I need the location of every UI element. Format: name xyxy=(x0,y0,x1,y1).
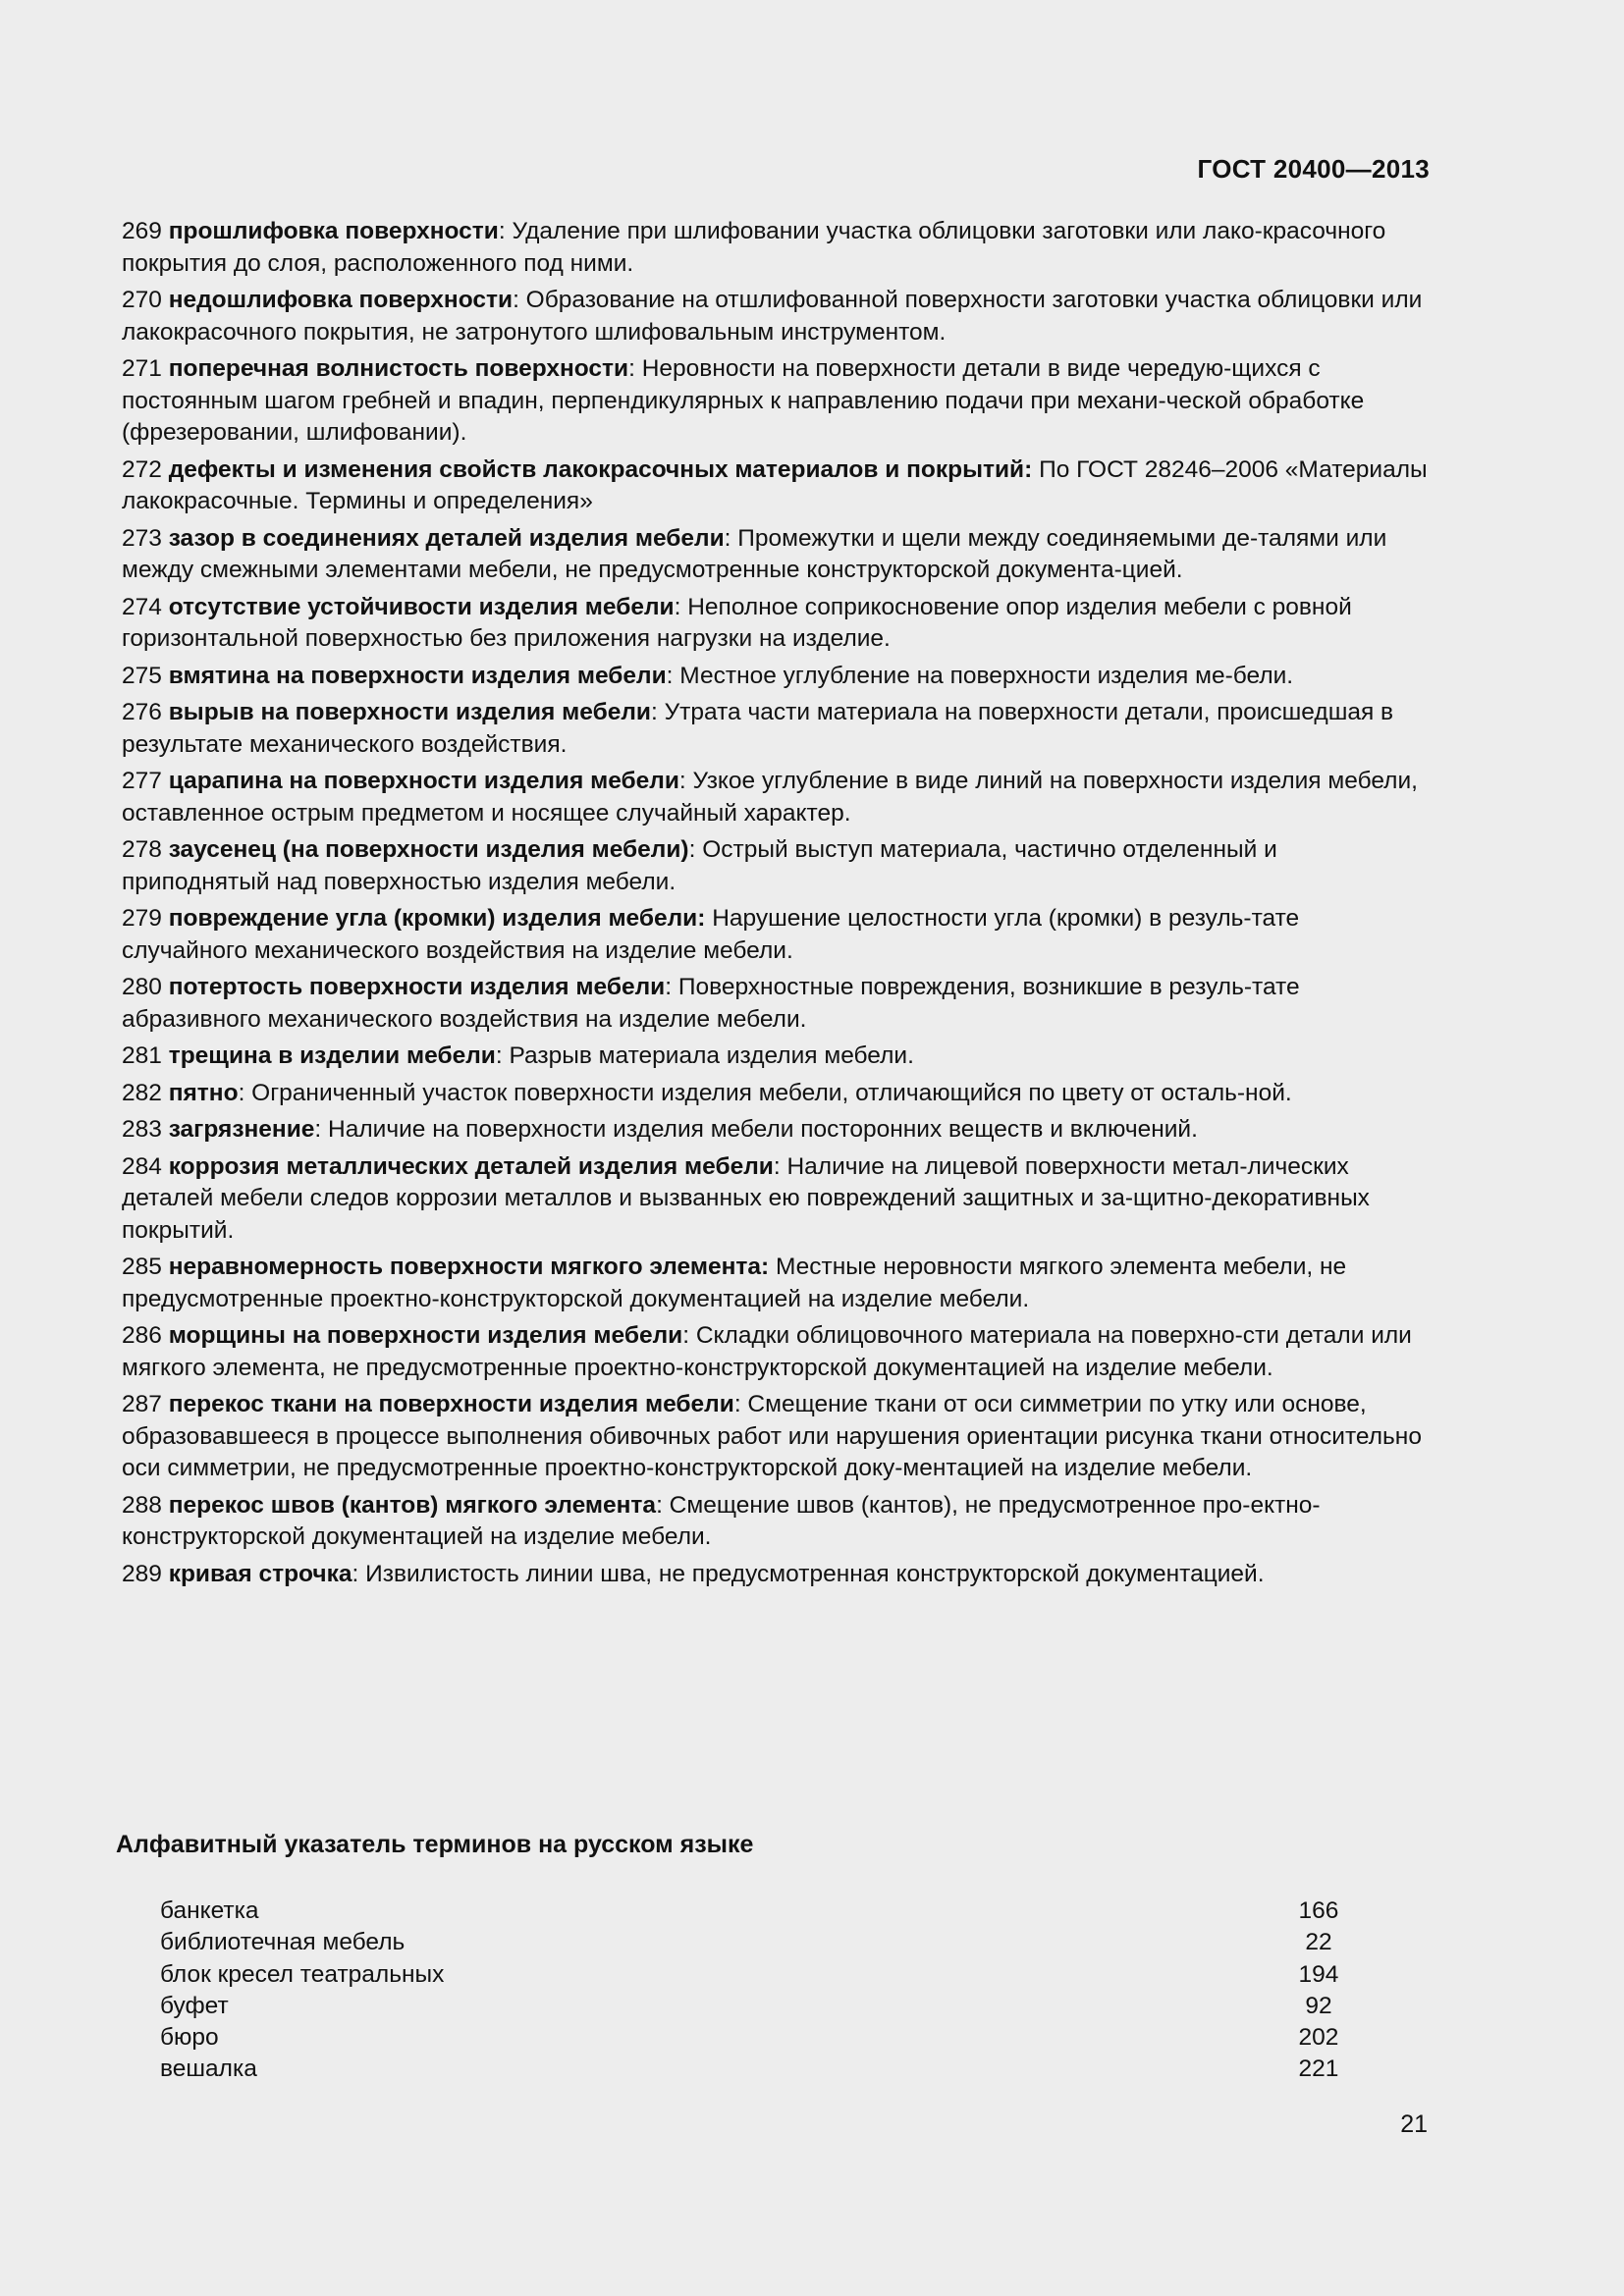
index-term: буфет xyxy=(160,1992,229,2019)
term-entry xyxy=(122,661,1428,693)
term-definition: Складки облицовочного материала на поверхно-сти детали или мягкого элемента, не предусмотренные проектно-конструкторской документацией на изделие мебели. xyxy=(122,1322,1412,1381)
term-separator: : xyxy=(678,768,686,794)
term-number: 285 xyxy=(122,1254,162,1280)
term-definition: Извилистость линии шва, не предусмотренная конструкторской документацией. xyxy=(358,1560,1265,1587)
index-term-number: 166 xyxy=(1298,1897,1339,1924)
index-term: библиотечная мебель xyxy=(160,1929,406,1956)
term-number: 288 xyxy=(122,1491,162,1519)
index-term-number: 92 xyxy=(1305,1992,1332,2019)
term-separator: : xyxy=(773,1152,781,1180)
term-entry xyxy=(122,1490,1428,1554)
term-separator: : xyxy=(314,1116,322,1143)
index-term-number: 202 xyxy=(1298,2024,1339,2052)
term-entry xyxy=(122,454,1428,518)
term-definition: Ограниченный участок поверхности изделия мебели, отличающийся по цвету от осталь-ной. xyxy=(244,1079,1292,1106)
term-definition: Поверхностные повреждения, возникшие в резуль-тате абразивного механического воздействия на изделие мебели. xyxy=(122,974,1300,1033)
term-name: вырыв на поверхности изделия мебели xyxy=(168,699,651,725)
index-title: Алфавитный указатель терминов на русском языке xyxy=(116,1831,754,1858)
term-entry xyxy=(122,1041,1428,1073)
term-separator: : xyxy=(352,1560,359,1587)
term-separator: : xyxy=(238,1079,245,1106)
term-entry xyxy=(122,1151,1428,1248)
term-name: неравномерность поверхности мягкого элемента: xyxy=(168,1254,770,1280)
term-number: 282 xyxy=(122,1079,162,1106)
term-number: 281 xyxy=(122,1042,162,1069)
index-term-number: 221 xyxy=(1298,2056,1339,2083)
index-term: блок кресел театральных xyxy=(160,1960,445,1988)
term-name: поперечная волнистость поверхности xyxy=(168,355,629,382)
term-number: 276 xyxy=(122,699,162,725)
index-term: банкетка xyxy=(160,1897,259,1924)
index-row xyxy=(160,1896,1348,1927)
term-entry xyxy=(122,972,1428,1036)
term-number: 269 xyxy=(122,218,162,244)
term-separator: : xyxy=(628,355,635,382)
term-name: перекос ткани на поверхности изделия мебели xyxy=(168,1391,734,1417)
index-row xyxy=(160,2022,1348,2054)
term-name: кривая строчка xyxy=(168,1560,352,1587)
index-list xyxy=(160,1896,1348,2086)
term-entry xyxy=(122,1320,1428,1384)
index-term: вешалка xyxy=(160,2056,257,2083)
term-definition: Острый выступ материала, частично отделенный и приподнятый над поверхностью изделия мебели. xyxy=(122,836,1277,895)
term-definition: Узкое углубление в виде линий на поверхности изделия мебели, оставленное острым предметом и носящее случайный характер. xyxy=(122,768,1418,827)
terms-list xyxy=(122,216,1428,1595)
term-name: вмятина на поверхности изделия мебели xyxy=(168,662,667,689)
term-number: 277 xyxy=(122,768,162,794)
index-term-number: 194 xyxy=(1298,1960,1339,1988)
term-entry xyxy=(122,1252,1428,1315)
term-definition: По ГОСТ 28246–2006 «Материалы лакокрасочные. Термины и определения» xyxy=(122,455,1428,514)
term-number: 274 xyxy=(122,593,162,620)
term-number: 289 xyxy=(122,1560,162,1587)
index-row xyxy=(160,1927,1348,1958)
term-entry xyxy=(122,592,1428,656)
term-name: перекос швов (кантов) мягкого элемента xyxy=(168,1491,657,1519)
term-number: 275 xyxy=(122,662,162,689)
term-entry xyxy=(122,903,1428,967)
term-definition: Местные неровности мягкого элемента мебели, не предусмотренные проектно-конструкторской документацией на изделие мебели. xyxy=(122,1254,1347,1312)
term-definition: Удаление при шлифовании участка облицовки заготовки или лако-красочного покрытия до слоя, расположенного под ними. xyxy=(122,218,1386,277)
term-separator: : xyxy=(666,662,674,689)
term-number: 271 xyxy=(122,355,162,382)
term-separator: : xyxy=(724,524,731,552)
term-entry xyxy=(122,766,1428,829)
term-number: 287 xyxy=(122,1391,162,1417)
term-definition: Утрата части материала на поверхности детали, происшедшая в результате механического воздействия. xyxy=(122,699,1394,758)
term-definition: Местное углубление на поверхности изделия ме-бели. xyxy=(673,662,1294,689)
term-separator: : xyxy=(498,218,506,244)
term-name: недошлифовка поверхности xyxy=(168,287,514,313)
term-separator: : xyxy=(650,699,658,725)
term-name: заусенец (на поверхности изделия мебели) xyxy=(168,836,689,863)
term-entry xyxy=(122,285,1428,348)
term-definition: Смещение ткани от оси симметрии по утку или основе, образовавшееся в процессе выполнения обивочных работ или нарушения ориентации рисунка ткани относительно оси симметрии, не предусмотренные проектно-конструкторской доку-ментацией на изделие мебели. xyxy=(122,1391,1422,1481)
term-name: коррозия металлических деталей изделия мебели xyxy=(168,1152,774,1180)
term-separator: : xyxy=(656,1491,663,1519)
term-name: повреждение угла (кромки) изделия мебели: xyxy=(168,905,706,932)
term-number: 280 xyxy=(122,974,162,1000)
index-row xyxy=(160,2054,1348,2085)
term-entry xyxy=(122,1559,1428,1591)
term-separator: : xyxy=(665,974,673,1000)
index-row xyxy=(160,1959,1348,1991)
term-definition: Смещение швов (кантов), не предусмотренное про-ектно-конструкторской документацией на изделие мебели. xyxy=(122,1491,1321,1550)
term-entry xyxy=(122,216,1428,280)
term-separator: : xyxy=(513,287,519,313)
term-separator: : xyxy=(674,593,681,620)
index-term: бюро xyxy=(160,2024,219,2052)
term-entry xyxy=(122,353,1428,450)
term-definition: Нарушение целостности угла (кромки) в резуль-тате случайного механического воздействия на изделие мебели. xyxy=(122,905,1300,964)
term-number: 283 xyxy=(122,1116,162,1143)
term-number: 273 xyxy=(122,524,162,552)
index-row xyxy=(160,1991,1348,2022)
term-entry xyxy=(122,523,1428,587)
term-definition: Разрыв материала изделия мебели. xyxy=(502,1042,914,1069)
term-separator: : xyxy=(733,1391,741,1417)
term-entry xyxy=(122,1078,1428,1110)
index-term-number: 22 xyxy=(1305,1929,1332,1956)
term-number: 284 xyxy=(122,1152,162,1180)
term-definition: Неполное соприкосновение опор изделия мебели с ровной горизонтальной поверхностью без приложения нагрузки на изделие. xyxy=(122,593,1352,652)
term-name: царапина на поверхности изделия мебели xyxy=(168,768,679,794)
term-name: пятно xyxy=(168,1079,239,1106)
term-name: трещина в изделии мебели xyxy=(168,1042,496,1069)
term-separator: : xyxy=(688,836,696,863)
term-separator: : xyxy=(682,1322,690,1349)
page-number: 21 xyxy=(1400,2110,1428,2138)
term-name: морщины на поверхности изделия мебели xyxy=(168,1322,683,1349)
term-name: потертость поверхности изделия мебели xyxy=(168,974,666,1000)
term-name: прошлифовка поверхности xyxy=(168,218,499,244)
term-definition: Наличие на поверхности изделия мебели посторонних веществ и включений. xyxy=(321,1116,1198,1143)
term-entry xyxy=(122,1114,1428,1147)
term-number: 278 xyxy=(122,836,162,863)
term-name: загрязнение xyxy=(168,1116,315,1143)
term-name: дефекты и изменения свойств лакокрасочных материалов и покрытий: xyxy=(168,455,1033,483)
term-definition: Образование на отшлифованной поверхности заготовки участка облицовки или лакокрасочного покрытия, не затронутого шлифовальным инструментом. xyxy=(122,287,1423,346)
term-number: 272 xyxy=(122,455,162,483)
document-header: ГОСТ 20400—2013 xyxy=(1197,154,1430,184)
term-name: зазор в соединениях деталей изделия мебели xyxy=(168,524,725,552)
term-number: 286 xyxy=(122,1322,162,1349)
term-number: 270 xyxy=(122,287,162,313)
term-entry xyxy=(122,697,1428,761)
term-separator: : xyxy=(495,1042,503,1069)
term-entry xyxy=(122,1389,1428,1485)
term-entry xyxy=(122,834,1428,898)
term-number: 279 xyxy=(122,905,162,932)
term-definition: Промежутки и щели между соединяемыми де-талями или между смежными элементами мебели, не предусмотренные конструкторской документа-цией. xyxy=(122,524,1387,583)
term-name: отсутствие устойчивости изделия мебели xyxy=(168,593,675,620)
term-definition: Наличие на лицевой поверхности метал-лических деталей мебели следов коррозии металлов и вызванных ею повреждений защитных и за-щитно-декоративных покрытий. xyxy=(122,1152,1370,1244)
term-definition: Неровности на поверхности детали в виде чередую-щихся с постоянным шагом гребней и впадин, перпендикулярных к направлению подачи при механи-ческой обработке (фрезеровании, шлифовании). xyxy=(122,355,1365,446)
